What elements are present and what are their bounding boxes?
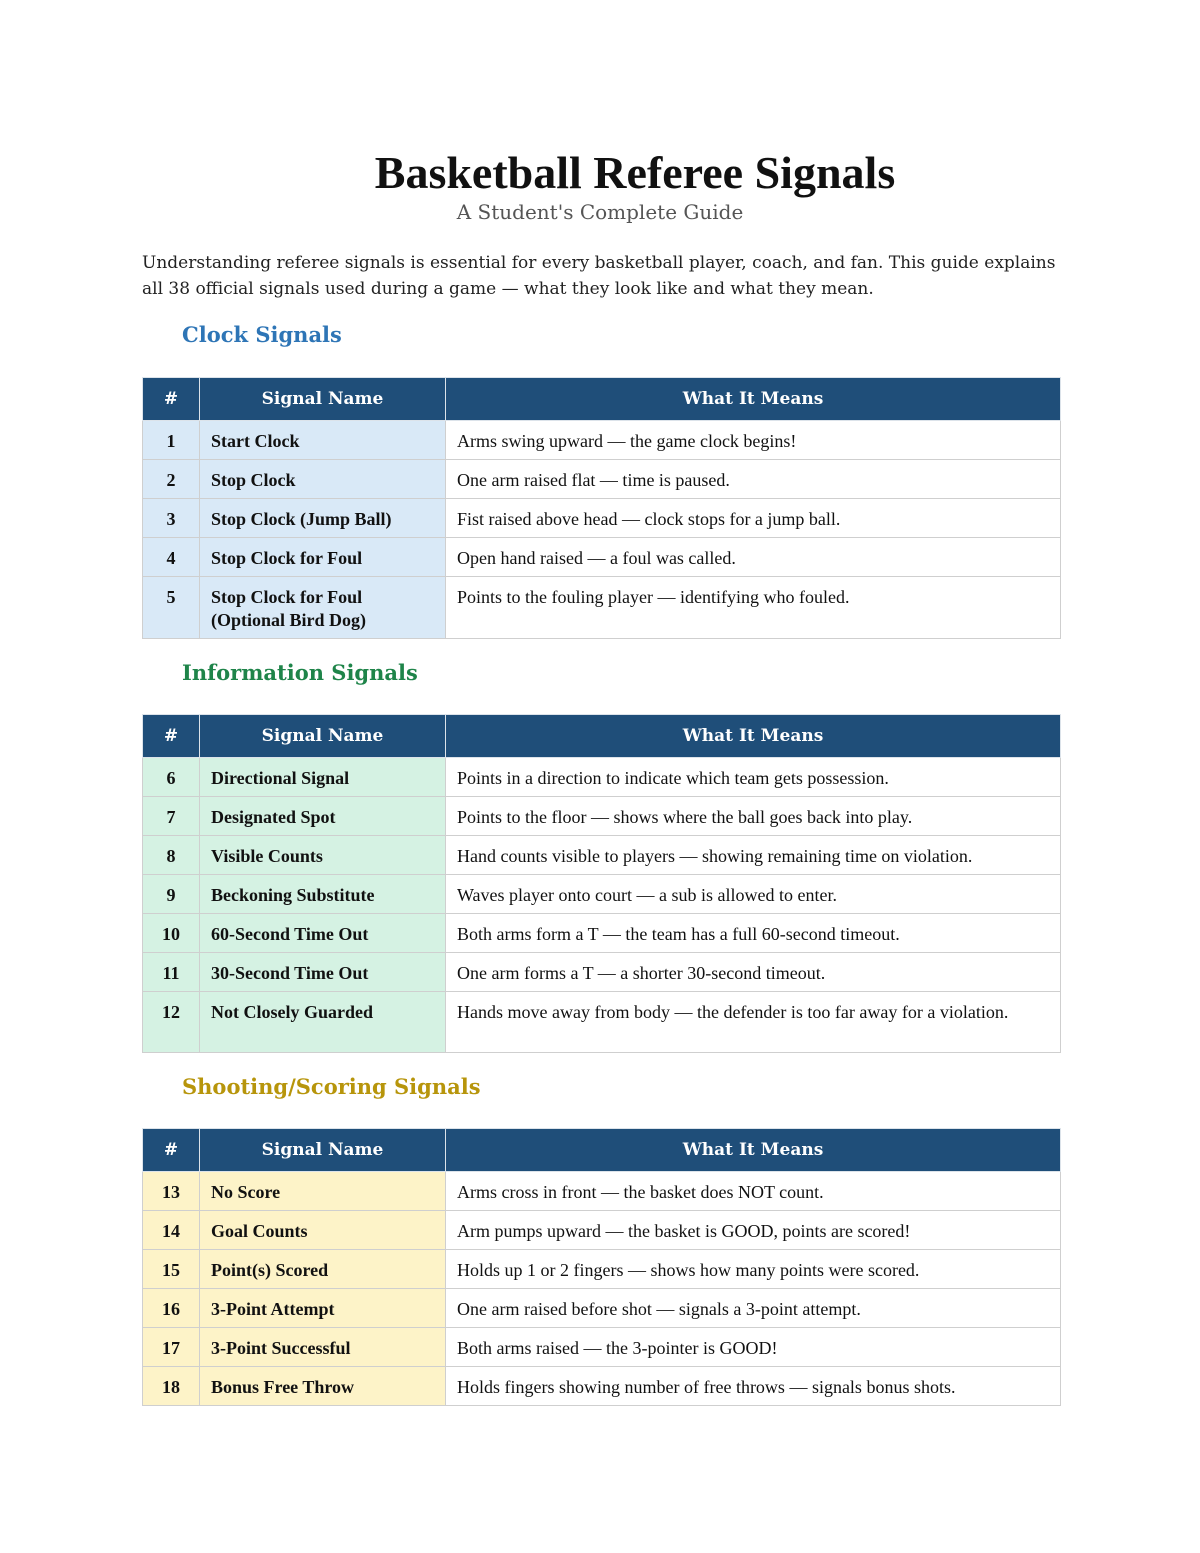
table-row [143,758,1061,797]
signal-number: 1 [143,421,200,460]
signal-number: 17 [143,1328,200,1367]
signal-meaning: Both arms form a T — the team has a full 60-second timeout. [446,914,1061,953]
signal-name: 30-Second Time Out [200,953,446,992]
signal-meaning: Open hand raised — a foul was called. [446,538,1061,577]
signal-name: Goal Counts [200,1211,446,1250]
signal-number: 13 [143,1172,200,1211]
header-num: # [143,1129,200,1172]
signal-number: 5 [143,577,200,639]
signal-number: 18 [143,1367,200,1406]
signal-name: 60-Second Time Out [200,914,446,953]
signal-number: 3 [143,499,200,538]
table-row [143,1328,1061,1367]
signal-number: 7 [143,797,200,836]
section-heading-shooting-scoring: Shooting/Scoring Signals [182,1074,481,1099]
table-row [143,421,1061,460]
table-header-row [143,715,1061,758]
signal-name: Bonus Free Throw [200,1367,446,1406]
signal-meaning: Both arms raised — the 3-pointer is GOOD! [446,1328,1061,1367]
header-num: # [143,378,200,421]
signal-meaning: Hands move away from body — the defender is too far away for a violation. [446,992,1061,1053]
shooting-scoring-signals-table [142,1128,1061,1406]
document-subtitle: A Student's Complete Guide [456,200,744,224]
signal-name: Start Clock [200,421,446,460]
table-row [143,953,1061,992]
signal-number: 8 [143,836,200,875]
table-row [143,460,1061,499]
signal-meaning: Arms cross in front — the basket does NOT count. [446,1172,1061,1211]
signal-number: 12 [143,992,200,1053]
section-heading-clock: Clock Signals [182,322,342,347]
signal-meaning: One arm raised before shot — signals a 3-point attempt. [446,1289,1061,1328]
table-row [143,1250,1061,1289]
signal-number: 11 [143,953,200,992]
signal-number: 6 [143,758,200,797]
signal-number: 16 [143,1289,200,1328]
table-row [143,992,1061,1053]
signal-name: Point(s) Scored [200,1250,446,1289]
table-row [143,797,1061,836]
table-row [143,499,1061,538]
signal-name: Visible Counts [200,836,446,875]
signal-meaning: Points to the fouling player — identifying who fouled. [446,577,1061,639]
signal-name: Stop Clock for Foul (Optional Bird Dog) [200,577,446,639]
information-signals-table [142,714,1061,1053]
table-row [143,538,1061,577]
signal-number: 4 [143,538,200,577]
table-header-row [143,378,1061,421]
intro-paragraph: Understanding referee signals is essential for every basketball player, coach, and fan. This guide explains all 38 official signals used during a game — what they look like and what they mean. [142,253,1056,299]
signal-name: Stop Clock (Jump Ball) [200,499,446,538]
signal-name: No Score [200,1172,446,1211]
signal-number: 14 [143,1211,200,1250]
table-row [143,1211,1061,1250]
signal-meaning: Holds fingers showing number of free throws — signals bonus shots. [446,1367,1061,1406]
signal-name: Designated Spot [200,797,446,836]
table-row [143,1172,1061,1211]
signal-name: Not Closely Guarded [200,992,446,1053]
signal-number: 10 [143,914,200,953]
table-row [143,875,1061,914]
signal-meaning: Arms swing upward — the game clock begins! [446,421,1061,460]
table-row [143,1289,1061,1328]
table-row [143,577,1061,639]
signal-meaning: Points in a direction to indicate which team gets possession. [446,758,1061,797]
signal-number: 15 [143,1250,200,1289]
signal-name: Beckoning Substitute [200,875,446,914]
document-title: Basketball Referee Signals [374,147,896,198]
signal-name: Directional Signal [200,758,446,797]
header-signal-name: Signal Name [200,1129,446,1172]
signal-meaning: One arm raised flat — time is paused. [446,460,1061,499]
signal-name: Stop Clock for Foul [200,538,446,577]
signal-name: 3-Point Attempt [200,1289,446,1328]
signal-meaning: Arm pumps upward — the basket is GOOD, points are scored! [446,1211,1061,1250]
clock-signals-table [142,377,1061,639]
header-what-it-means: What It Means [446,378,1061,421]
table-row [143,1367,1061,1406]
header-signal-name: Signal Name [200,715,446,758]
table-row [143,914,1061,953]
table-row [143,836,1061,875]
signal-number: 2 [143,460,200,499]
signal-meaning: Holds up 1 or 2 fingers — shows how many points were scored. [446,1250,1061,1289]
section-heading-information: Information Signals [182,660,418,685]
signal-meaning: Hand counts visible to players — showing remaining time on violation. [446,836,1061,875]
header-what-it-means: What It Means [446,1129,1061,1172]
header-what-it-means: What It Means [446,715,1061,758]
header-signal-name: Signal Name [200,378,446,421]
signal-name: 3-Point Successful [200,1328,446,1367]
signal-meaning: Waves player onto court — a sub is allowed to enter. [446,875,1061,914]
header-num: # [143,715,200,758]
signal-meaning: Fist raised above head — clock stops for a jump ball. [446,499,1061,538]
signal-number: 9 [143,875,200,914]
signal-meaning: Points to the floor — shows where the ball goes back into play. [446,797,1061,836]
table-header-row [143,1129,1061,1172]
signal-meaning: One arm forms a T — a shorter 30-second timeout. [446,953,1061,992]
signal-name: Stop Clock [200,460,446,499]
